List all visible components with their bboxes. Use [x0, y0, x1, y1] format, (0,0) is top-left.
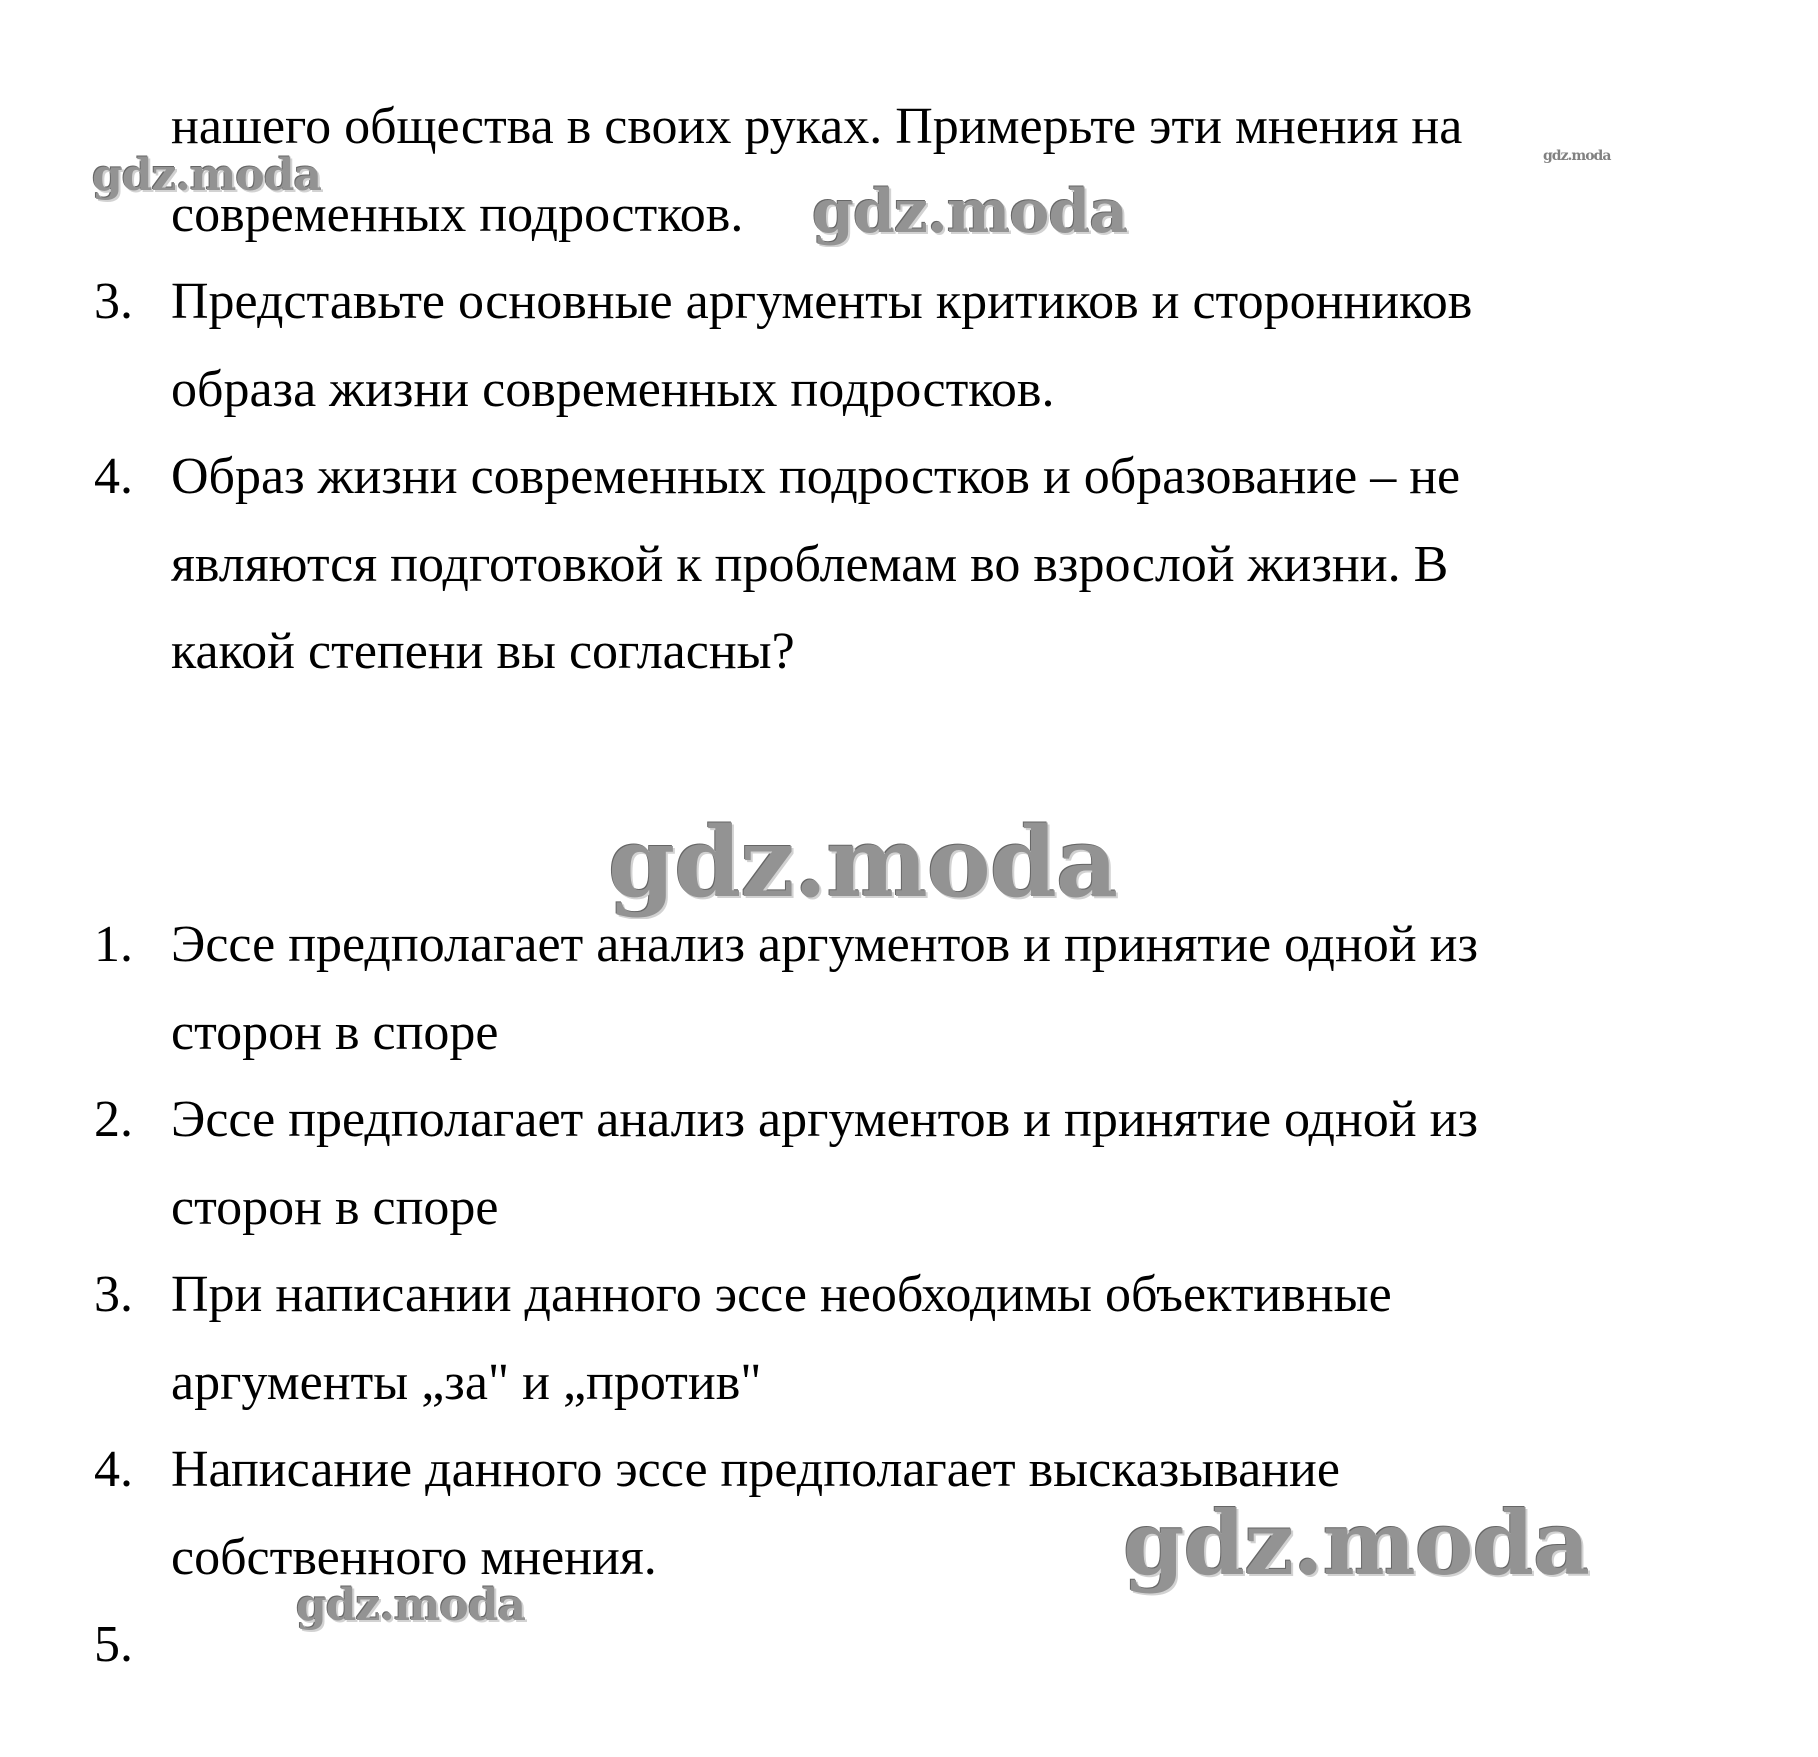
answer-4-line-2: собственного мнения.: [171, 1529, 657, 1586]
answer-4-number: 4.: [94, 1441, 133, 1498]
question-3-line-1: Представьте основные аргументы критиков и сторонников: [171, 273, 1473, 330]
answer-1-number: 1.: [94, 916, 133, 973]
watermark-gdz-moda: gdz.moda: [296, 1580, 526, 1631]
watermark-gdz-moda: gdz.moda: [812, 177, 1128, 247]
answer-4-line-1: Написание данного эссе предполагает высказывание: [171, 1441, 1340, 1498]
watermark-gdz-moda: gdz.moda: [92, 150, 322, 201]
answer-3-number: 3.: [94, 1266, 133, 1323]
answer-2-number: 2.: [94, 1091, 133, 1148]
watermark-gdz-moda-large: gdz.moda: [1123, 1491, 1590, 1595]
question-4-line-3: какой степени вы согласны?: [171, 623, 795, 680]
answer-3-line-1: При написании данного эссе необходимы объективные: [171, 1266, 1392, 1323]
continued-text-line-2: современных подростков.: [171, 186, 744, 243]
answer-2-line-2: сторон в споре: [171, 1179, 499, 1236]
answer-1-line-2: сторон в споре: [171, 1004, 499, 1061]
watermark-gdz-moda-large: gdz.moda: [608, 806, 1118, 919]
continued-text-line-1: нашего общества в своих руках. Примерьте эти мнения на: [171, 98, 1463, 155]
question-4-line-2: являются подготовкой к проблемам во взрослой жизни. В: [171, 536, 1449, 593]
answer-3-line-2: аргументы „за" и „против": [171, 1354, 762, 1411]
answer-1-line-1: Эссе предполагает анализ аргументов и принятие одной из: [171, 916, 1479, 973]
question-3-line-2: образа жизни современных подростков.: [171, 361, 1055, 418]
answer-5-number: 5.: [94, 1616, 133, 1673]
question-3-number: 3.: [94, 273, 133, 330]
question-4-line-1: Образ жизни современных подростков и образование – не: [171, 448, 1461, 505]
answer-2-line-1: Эссе предполагает анализ аргументов и принятие одной из: [171, 1091, 1479, 1148]
question-4-number: 4.: [94, 448, 133, 505]
watermark-gdz-moda-small: gdz.moda: [1543, 148, 1611, 164]
